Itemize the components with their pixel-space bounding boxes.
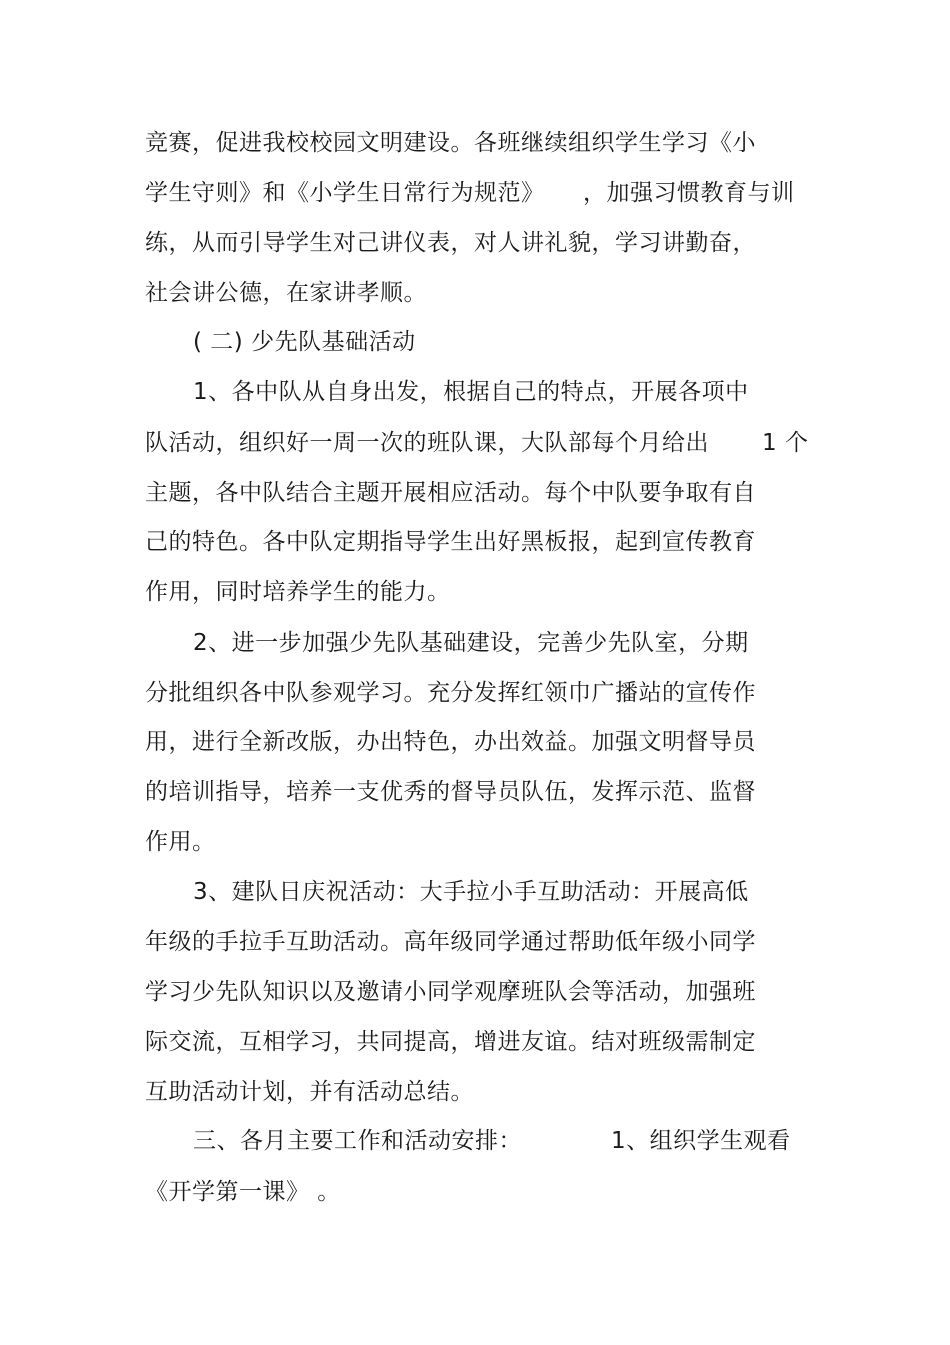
text-line: 社会讲公德，在家讲孝顺。: [145, 280, 427, 306]
text-segment: ，加强习惯教育与训: [583, 180, 795, 206]
text-line: 主题，各中队结合主题开展相应活动。每个中队要争取有自: [145, 480, 756, 506]
text-line: 2、进一步加强少先队基础建设，完善少先队室，分期: [193, 630, 749, 656]
text-line: 年级的手拉手互助活动。高年级同学通过帮助低年级小同学: [145, 929, 756, 955]
section-heading: [193, 1126, 793, 1156]
text-line: 竞赛，促进我校校园文明建设。各班继续组织学生学习《小: [145, 130, 756, 156]
text-line: 用，进行全新改版，办出特色，办出效益。加强文明督导员: [145, 729, 756, 755]
text-line: 《开学第一课》 。: [145, 1179, 341, 1205]
text-line: 学习少先队知识以及邀请小同学观摩班队会等活动，加强班: [145, 979, 756, 1005]
text-line: 己的特色。各中队定期指导学生出好黑板报，起到宣传教育: [145, 529, 756, 555]
text-segment: 1、组织学生观看: [611, 1128, 791, 1154]
text-segment: 1 个: [762, 430, 809, 456]
text-line: 际交流，互相学习，共同提高，增进友谊。结对班级需制定: [145, 1029, 756, 1055]
text-line: [145, 428, 809, 458]
text-line: 互助活动计划，并有活动总结。: [145, 1079, 474, 1105]
text-line: 作用，同时培养学生的能力。: [145, 579, 451, 605]
text-line: 练，从而引导学生对己讲仪表，对人讲礼貌，学习讲勤奋，: [145, 230, 756, 256]
text-line: [145, 178, 795, 208]
text-segment: 三、各月主要工作和活动安排：: [193, 1128, 522, 1154]
text-line: 的培训指导，培养一支优秀的督导员队伍，发挥示范、监督: [145, 779, 756, 805]
section-heading: ( 二) 少先队基础活动: [193, 329, 416, 355]
text-line: 分批组织各中队参观学习。充分发挥红领巾广播站的宣传作: [145, 680, 756, 706]
text-line: 作用。: [145, 829, 216, 855]
text-line: 1、各中队从自身出发，根据自己的特点，开展各项中: [193, 379, 749, 405]
text-line: 3、建队日庆祝活动：大手拉小手互助活动：开展高低: [193, 879, 749, 905]
text-segment: 学生守则》和《小学生日常行为规范》: [145, 180, 545, 206]
text-segment: 队活动，组织好一周一次的班队课，大队部每个月给出: [145, 430, 709, 456]
